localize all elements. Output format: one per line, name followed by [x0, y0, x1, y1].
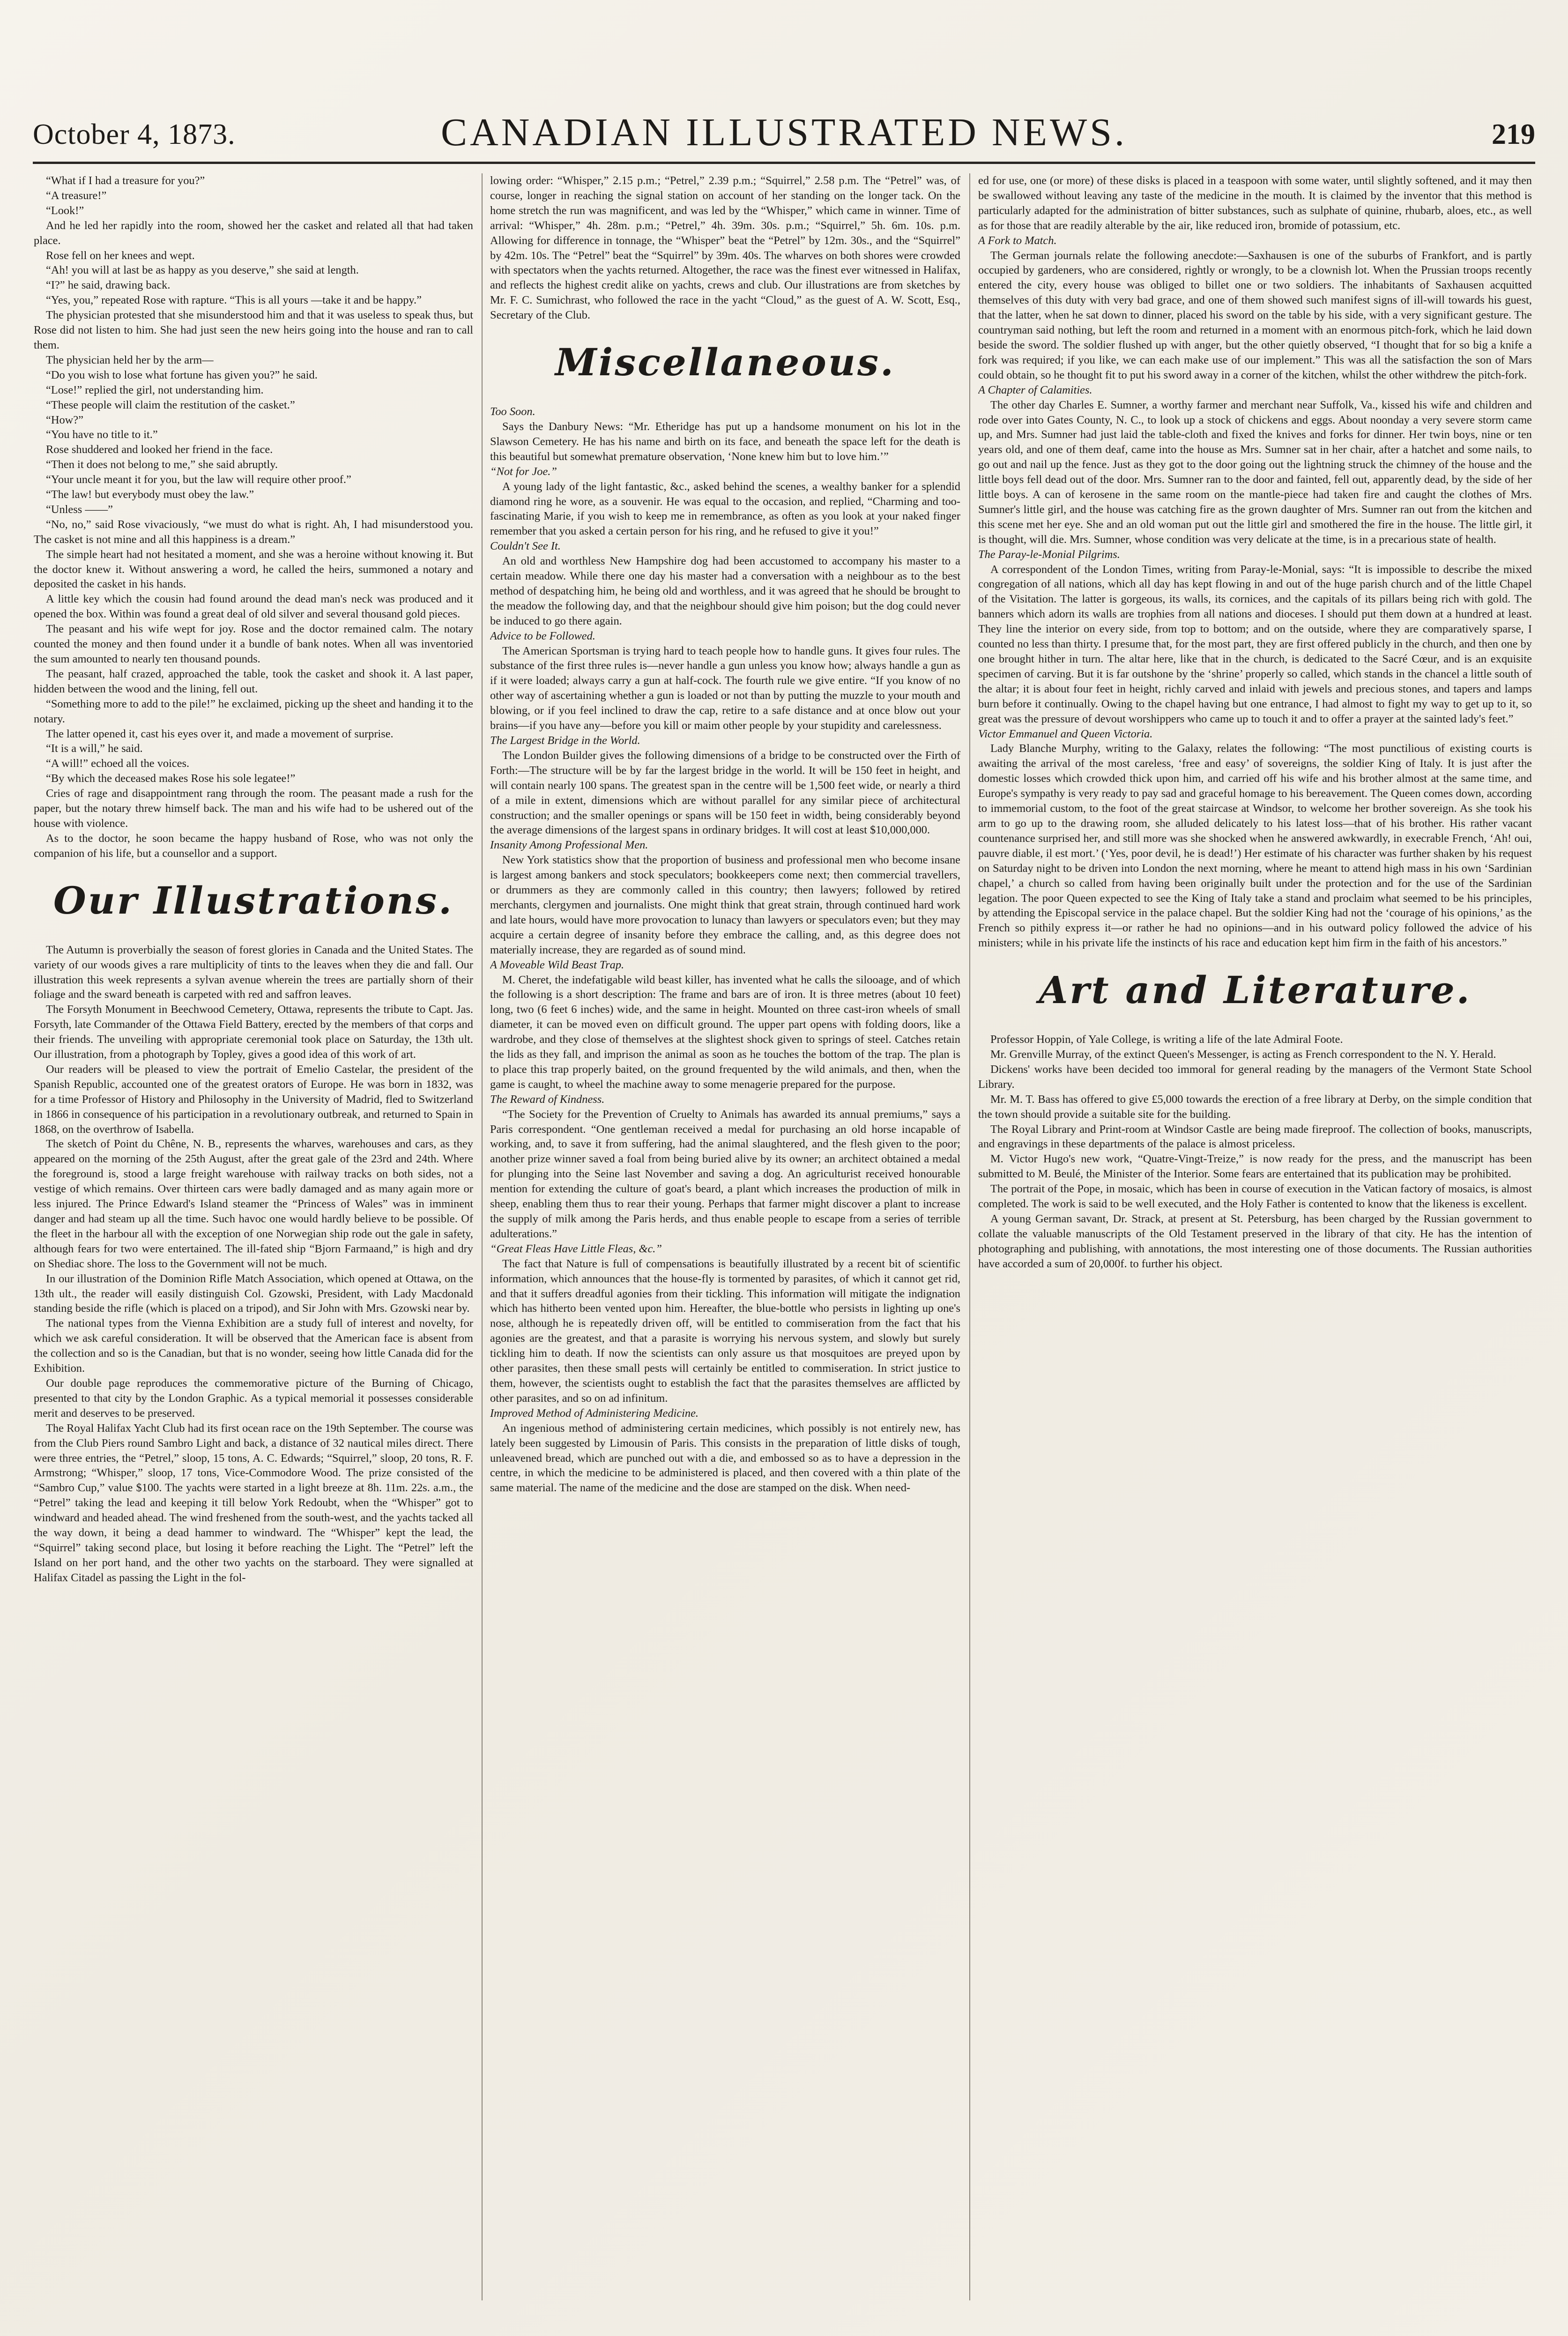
- story-paragraph: “Your uncle meant it for you, but the law will require other proof.”: [46, 473, 351, 486]
- story-paragraph: “Unless ——”: [46, 503, 113, 516]
- illustration-note: The national types from the Vienna Exhibition are a study full of interest and novelty, for which we ask careful consideration. It will be observed that the American face is absent from the collection and so is the Canadian, but that is no wonder, seeing how little Canada did for the Exhibition.: [34, 1317, 473, 1375]
- art-note: Mr. Grenville Murray, of the extinct Queen's Messenger, is acting as French correspondent to the N. Y. Herald.: [990, 1048, 1496, 1061]
- illustration-note: The sketch of Point du Chêne, N. B., represents the wharves, warehouses and cars, as they appeared on the morning of the 25th August, after the great gale of the 23rd and 24th. Where the foreground is, stood a large freight warehouse with railway tracks on both sides, not a vestige of which remains. Over thirteen cars were badly damaged and as many again more or less injured. The Prince Edward's Island steamer the “Princess of Wales” was in imminent danger and had steam up all the time. Such havoc one would hardly believe to be possible. Of the fleet in the harbour all with the exception of one Norwegian ship rode out the gale in safety, although fears for two were entertained. The ill-fated ship “Bjorn Farmaand,” is high and dry on Shediac shore. The loss to the Government will not be much.: [34, 1138, 473, 1270]
- story-paragraph: The physician held her by the arm—: [46, 353, 214, 366]
- story-paragraph: “No, no,” said Rose vivaciously, “we must do what is right. Ah, I had misunderstood you. The casket is not mine and all this happiness is a dream.”: [34, 518, 473, 546]
- column-1: [34, 173, 473, 2310]
- item-heading: The Largest Bridge in the World.: [490, 734, 640, 747]
- item-heading: Advice to be Followed.: [490, 629, 595, 642]
- item-body: Lady Blanche Murphy, writing to the Galaxy, relates the following: “The most punctilious of existing courts is awaiting the arrival of the most careless, ‘free and easy’ of sovereigns, the soldier King of Italy. It is just after the domestic losses which crowded thick upon him, and carried off his wife and his brother almost at the same time, and Europe's sympathy is very ready to pay sad and graceful homage to his bereavement. The Queen comes down, according to immemorial custom, to the foot of the great staircase at Windsor, to welcome her brother sovereign. As she took his arm to go up to the drawing room, she alluded delicately to his latest loss—that of his brother. His rather vacant countenance surprised her, and still more was she shocked when he answered awkwardly, in execrable French, ‘Ah! oui, pauvre diable, il est mort.’ (‘Yes, poor devil, he is dead!’) Her estimate of his character was further shaken by his request on Saturday night to be driven into London the next morning, where he meant to attend high mass in his own ‘Sardinian chapel,’ a church so called from having been originally built under the protection and for the use of the Sardinian legation. The poor Queen expected to see the King of Italy take a stand and proclaim what seemed to be his principles, by attending the Episcopal service in the palace chapel. But the soldier King had not the ‘courage of his opinions,’ as the French so pithily express it—or rather he had no opinions—and in his outward policy followed the advice of his ministers; while in his private life the instincts of his race and education kept him firm in the faith of his ancestors.”: [978, 742, 1532, 950]
- story-paragraph: “You have no title to it.”: [46, 428, 158, 441]
- item-heading: Too Soon.: [490, 405, 535, 418]
- art-note: M. Victor Hugo's new work, “Quatre-Vingt-Treize,” is now ready for the press, and the manuscript has been submitted to M. Beulé, the Minister of the Interior. Some fears are entertained that its publication may be prohibited.: [978, 1153, 1532, 1181]
- section-heading-miscellaneous: Miscellaneous.: [555, 340, 895, 385]
- art-note: A young German savant, Dr. Strack, at present at St. Petersburg, has been charged by the Russian government to collate the valuable manuscripts of the Old Testament preserved in the library of that city. He has the intention of photographing and publishing, with annotations, the most interesting one of those documents. The Russian authorities have accorded a sum of 20,000f. to further his object.: [978, 1213, 1532, 1270]
- item-body: The fact that Nature is full of compensations is beautifully illustrated by a recent bit of scientific information, which announces that the house-fly is tormented by parasites, of which it cannot get rid, and that it suffers dreadful agonies from their tickling. This information will mitigate the indignation which has hitherto been vented upon him. Hereafter, the blue-bottle who persists in lighting up one's nose, although he is repeatedly driven off, will be entitled to commiseration from the fact that his agonies are the greatest, and that a parasite is worrying his nervous system, and slowly but surely tickling him to death. If now the scientists can only assure us that mosquitoes are preyed upon by other parasites, then these small pests will certainly be entitled to commiseration. In strict justice to them, however, the scientists ought to establish the fact that the parasites themselves are afflicted by other parasites, and so on ad infinitum.: [490, 1257, 960, 1405]
- item-heading: “Great Fleas Have Little Fleas, &c.”: [490, 1242, 662, 1255]
- item-body: The American Sportsman is trying hard to teach people how to handle guns. It gives four rules. The substance of the first three rules is—never handle a gun unless you know how; always handle a gun as if it were loaded; always carry a gun at half-cock. The fourth rule we give entire. “If you know of no other way of ascertaining whether a gun is loaded or not than by putting the muzzle to your mouth and blowing, or if you feel inclined to draw the cap, retire to a safe distance and at once blow out your brains—if you have any—before you kill or maim other people by your stupidity and carelessness.: [490, 644, 960, 732]
- item-heading: A Chapter of Calamities.: [978, 383, 1092, 396]
- yacht-race-continued: lowing order: “Whisper,” 2.15 p.m.; “Petrel,” 2.39 p.m.; “Squirrel,” 2.58 p.m. The “Petrel” was, of course, longer in reaching the signal station on account of her standing on the longer tack. On the home stretch the run was magnificent, and was led by the “Whisper,” which came in winner. Time of arrival: “Whisper,” 4h. 28m. p.m.; “Petrel,” 4h. 39m. 30s. p.m.; “Squirrel,” 5h. 6m. 10s. p.m. Allowing for difference in tonnage, the “Whisper” beat the “Petrel” by 12m. 30s., and the “Squirrel” by 42m. 10s. The “Petrel” beat the “Squirrel” by 39m. 40s. The wharves on both shores were crowded with spectators when the yachts returned. Altogether, the race was the finest ever witnessed in Halifax, and reflects the highest credit alike on yachts, crews and club. Our illustrations are from sketches by Mr. F. C. Sumichrast, who followed the race in the yacht “Cloud,” as the guest of A. W. Scott, Esq., Secretary of the Club.: [490, 174, 960, 322]
- art-note: Dickens' works have been decided too immoral for general reading by the managers of the Vermont State School Library.: [978, 1063, 1532, 1091]
- item-body: An old and worthless New Hampshire dog had been accustomed to accompany his master to a certain meadow. While there one day his master had a conversation with a neighbour as to the best method of despatching him, he being old and worthless, and it was agreed that he should be brought to the meadow the following day, and that the neighbour should give him poison; but the dog could never be induced to go there again.: [490, 555, 960, 627]
- story-paragraph: “Yes, you,” repeated Rose with rapture. “This is all yours —take it and be happy.”: [46, 294, 422, 307]
- newspaper-title: CANADIAN ILLUSTRATED NEWS.: [441, 111, 1127, 154]
- art-note: Professor Hoppin, of Yale College, is writing a life of the late Admiral Foote.: [990, 1033, 1343, 1046]
- story-paragraph: “These people will claim the restitution of the casket.”: [46, 398, 295, 411]
- story-paragraph: “Do you wish to lose what fortune has given you?” he said.: [46, 368, 318, 381]
- story-paragraph: As to the doctor, he soon became the happy husband of Rose, who was not only the companion of his life, but a counsellor and a support.: [34, 832, 473, 860]
- illustration-note: In our illustration of the Dominion Rifle Match Association, which opened at Ottawa, on the 13th ult., the reader will easily distinguish Col. Gzowski, President, with Lady Macdonald standing beside the rifle (which is placed on a tripod), and Sir John with Mrs. Gzowski near by.: [34, 1272, 473, 1315]
- illustrations-notes: [34, 943, 473, 1585]
- story-paragraph: The peasant and his wife wept for joy. Rose and the doctor remained calm. The notary counted the money and then found under it a bundle of bank notes. When all was inventoried the sum amounted to nearly ten thousand pounds.: [34, 623, 473, 665]
- item-body: “The Society for the Prevention of Cruelty to Animals has awarded its annual premiums,” says a Paris correspondent. “One gentleman received a medal for purchasing an old horse incapable of working, and, to save it from suffering, had the animal slaughtered, and the flesh given to the poor; another prize winner saved a foal from being buried alive by its owner; an architect obtained a medal for plunging into the Seine last November and saving a dog. An agriculturist received honourable mention for extending the culture of goat's beard, a plant which increases the production of milk in sheep, enabling them thus to rear their young. Perhaps that farmer might discover a plant to increase the supply of milk among the Paris herds, and thus enable people to escape from a series of terrible adulterations.”: [490, 1108, 960, 1240]
- medicine-continued: ed for use, one (or more) of these disks is placed in a teaspoon with some water, until slightly softened, and it may then be swallowed without leaving any taste of the medicine in the mouth. It is claimed by the inventor that this method is particularly adapted for the administration of bitter substances, such as sulphate of quinine, rhubarb, aloes, etc., as well as for those that are readily alterable by the air, like reduced iron, bromide of potassium, etc.: [978, 174, 1532, 232]
- column-3: [978, 173, 1532, 2310]
- item-body: A young lady of the light fantastic, &c., asked behind the scenes, a wealthy banker for a splendid diamond ring he wore, as a souvenir. He was equal to the occasion, and replied, “Charming and too-fascinating Marie, if you wish to keep me in remembrance, as often as you look at your naked finger remember that you asked a certain person for his ring, and he refused to give it you!”: [490, 480, 960, 538]
- item-body: Says the Danbury News: “Mr. Etheridge has put up a handsome monument on his lot in the Slawson Cemetery. He has his name and birth on its face, and beneath the space left for the death is this beautiful but somewhat premature observation, ‘None knew him but to love him.’”: [490, 420, 960, 463]
- story-paragraph: “A treasure!”: [46, 189, 107, 202]
- page-number: 219: [1492, 119, 1535, 150]
- story-paragraph: The simple heart had not hesitated a moment, and she was a heroine without knowing it. But the doctor knew it. Without answering a word, he called the heirs, summoned a notary and deposited the casket in his hands.: [34, 548, 473, 591]
- item-heading: Insanity Among Professional Men.: [490, 839, 648, 852]
- story-paragraph: “By which the deceased makes Rose his sole legatee!”: [46, 772, 296, 785]
- section-heading-our-illustrations: Our Illustrations.: [53, 878, 453, 922]
- item-heading: The Paray-le-Monial Pilgrims.: [978, 548, 1120, 561]
- item-body: M. Cheret, the indefatigable wild beast killer, has invented what he calls the silooage, and of which the following is a short description: The frame and bars are of iron. It is three metres (about 10 feet) long, two (6 feet 6 inches) wide, and the same in height. Mounted on three cast-iron wheels of small diameter, it can be moved even on difficult ground. The upper part opens with folding doors, like a wardrobe, and they close of themselves at the slightest shock given to springs of steel. Catches retain the lids as they fall, and imprison the animal as soon as he touches the bottom of the trap. The plan is to place this trap properly baited, on the ground frequented by the wild animals, and then, when the game is caught, to wheel the machine away to some menagerie prepared for the purpose.: [490, 973, 960, 1091]
- story-paragraph: “The law! but everybody must obey the law.”: [46, 488, 254, 501]
- miscellany-items: [490, 404, 960, 1495]
- story-paragraph: “How?”: [46, 413, 83, 426]
- illustration-note: The Autumn is proverbially the season of forest glories in Canada and the United States. The variety of our woods gives a rare multiplicity of tints to the leaves when they die and fall. Our illustration this week represents a sylvan avenue wherein the trees are partially shorn of their foliage and the sward beneath is carpeted with red and saffron leaves.: [34, 943, 473, 1001]
- story-paragraph: “Something more to add to the pile!” he exclaimed, picking up the sheet and handing it to the notary.: [34, 697, 473, 725]
- art-literature-notes: [978, 1032, 1532, 1272]
- item-heading: The Reward of Kindness.: [490, 1093, 605, 1106]
- art-note: The Royal Library and Print-room at Windsor Castle are being made fireproof. The collection of books, manuscripts, and engravings in these departments of the palace is almost priceless.: [978, 1123, 1532, 1151]
- illustration-note: The Royal Halifax Yacht Club had its first ocean race on the 19th September. The course was from the Club Piers round Sambro Light and back, a distance of 32 nautical miles direct. There were three entries, the “Petrel,” sloop, 15 tons, A. C. Edwards; “Squirrel,” sloop, 20 tons, R. F. Armstrong; “Whisper,” sloop, 17 tons, Vice-Commodore Wood. The prize consisted of the “Sambro Cup,” value $100. The yachts were started in a light breeze at 8h. 11m. 22s. a.m., the “Petrel” taking the lead and keeping it till below York Redoubt, when the “Whisper” got to windward and headed ahead. The wind freshened from the south-west, and the yachts tacked all the way down, it being a dead hammer to windward. The “Whisper” kept the lead, the “Squirrel” taking second place, but losing it before reaching the Light. The “Petrel” left the Island on her port hand, and the other two yachts on the starboard. They were signalled at Halifax Citadel as passing the Light in the fol-: [34, 1421, 473, 1584]
- miscellany-items-continued: [978, 233, 1532, 951]
- story-paragraph: The peasant, half crazed, approached the table, took the casket and shook it. A last paper, hidden between the wood and the lining, fell out.: [34, 667, 473, 695]
- story-paragraph: Rose fell on her knees and wept.: [46, 249, 195, 262]
- story-conclusion: [34, 173, 473, 861]
- item-body: The German journals relate the following anecdote:—Saxhausen is one of the suburbs of Frankfort, and is partly occupied by gardeners, who are considered, rightly or wrongly, to be a clownish lot. When the Prussian troops recently entered the city, every house was obliged to billet one or two soldiers. The inhabitants of Saxhausen acquitted themselves of this duty with very bad grace, and one of them showed such manifest signs of ill-will towards his guest, that the latter, when he sat down to dinner, placed his sword on the table by his side, with a very significant gesture. The countryman said nothing, but left the room and returned in a moment with an enormous pitch-fork, which he laid down beside the sword. The soldier flushed up with anger, but the other quietly observed, “I thought that for so big a knife a fork was required; if you like, we can each make use of our implement.” This was all the satisfaction the son of Mars could obtain, so he thought fit to put his sword away in a corner of the kitchen, whilst the other withdrew the pitch-fork.: [978, 249, 1532, 381]
- item-body: An ingenious method of administering certain medicines, which possibly is not entirely new, has lately been suggested by Limousin of Paris. This consists in the preparation of little disks of tough, unleavened bread, which are punched out with a die, and embossed so as to have a depression in the centre, in which the medicine to be administered is placed, and then covered with a thin plate of the same material. The name of the medicine and the dose are stamped on the disk. When need-: [490, 1421, 960, 1495]
- story-paragraph: “Ah! you will at last be as happy as you deserve,” she said at length.: [46, 264, 359, 277]
- story-paragraph: “It is a will,” he said.: [46, 742, 143, 755]
- item-body: The other day Charles E. Sumner, a worthy farmer and merchant near Suffolk, Va., kissed his wife and children and rode over into Gates County, N. C., to look up a stock of chickens and eggs. About noonday a very severe storm came up, and Mrs. Sumner had just laid the table-cloth and fixed the knives and forks for dinner. Her twin boys, nine or ten years old, and one of them deaf, came into the house as Mrs. Sumner sat in her chair, after a hatchet and some nails, to go out and nail up the fence. Just as they got to the door going out the lightning struck the chimney of the house and the little boys fell dead out of the door. Mrs. Sumner ran to the door and fainted, fell out, apparently dead, by the side of her little boys. A can of kerosene in the same room on the mantle-piece had taken fire and caught the clothes of Mrs. Sumner's little girl, and the house was catching fire as the grown daughter of Mrs. Sumner ran out from the kitchen and this scene met her eye. She and an old woman put out the little girl and smothered the fire in the house. The little girl, it is thought, will die. Mrs. Sumner, whose condition was very delicate at the time, is in a precarious state of health.: [978, 398, 1532, 546]
- item-heading: Couldn't See It.: [490, 540, 561, 553]
- item-heading: Improved Method of Administering Medicine.: [490, 1406, 699, 1420]
- story-paragraph: Cries of rage and disappointment rang through the room. The peasant made a rush for the paper, but the notary threw himself back. The man and his wife had to be ushered out of the house with violence.: [34, 787, 473, 830]
- issue-date: October 4, 1873.: [33, 119, 236, 150]
- column-rule: [482, 173, 483, 2300]
- item-heading: “Not for Joe.”: [490, 465, 557, 478]
- story-paragraph: “Look!”: [46, 204, 84, 217]
- illustration-note: Our readers will be pleased to view the portrait of Emelio Castelar, the president of the Spanish Republic, accounted one of the greatest orators of Europe. He was born in 1832, was for a time Professor of History and Philosophy in the University of Madrid, fled to Switzerland in 1866 in consequence of his participation in a revolutionary outbreak, and returned to Spain in 1868, on the overthrow of Isabella.: [34, 1063, 473, 1136]
- story-paragraph: “What if I had a treasure for you?”: [46, 174, 205, 187]
- story-paragraph: The latter opened it, cast his eyes over it, and made a movement of surprise.: [46, 727, 394, 740]
- art-note: The portrait of the Pope, in mosaic, which has been in course of execution in the Vatican factory of mosaics, is almost completed. The work is said to be well executed, and the Holy Father is contented to know that the likeness is excellent.: [978, 1183, 1532, 1211]
- story-paragraph: “Then it does not belong to me,” she said abruptly.: [46, 458, 278, 471]
- item-body: New York statistics show that the proportion of business and professional men who become insane is largest among bankers and stock speculators; bookkeepers come next; then commercial travellers, or drummers as they are commonly called in this country; then lawyers; followed by retired merchants, clergymen and journalists. One might think that great strain, through continued hard work and late hours, would have more provocation to lunacy than lawyers or speculators even; but they may acquire a certain degree of insanity before they embrace the calling, and, as this degree does not materially increase, they are regarded as of sound mind.: [490, 854, 960, 956]
- story-paragraph: A little key which the cousin had found around the dead man's neck was produced and it opened the box. Within was found a great deal of old silver and several thousand gold pieces.: [34, 593, 473, 621]
- item-heading: Victor Emmanuel and Queen Victoria.: [978, 727, 1153, 740]
- section-heading-art-and-literature: Art and Literature.: [1039, 968, 1471, 1012]
- story-paragraph: Rose shuddered and looked her friend in the face.: [46, 443, 273, 456]
- story-paragraph: “Lose!” replied the girl, not understanding him.: [46, 383, 264, 396]
- story-paragraph: “I?” he said, drawing back.: [46, 279, 171, 292]
- masthead: [33, 91, 1535, 164]
- illustration-note: Our double page reproduces the commemorative picture of the Burning of Chicago, presented to that city by the London Graphic. As a typical memorial it possesses considerable merit and deserves to be preserved.: [34, 1376, 473, 1420]
- column-rule: [969, 173, 970, 2300]
- story-paragraph: And he led her rapidly into the room, showed her the casket and related all that had taken place.: [34, 219, 473, 247]
- item-body: A correspondent of the London Times, writing from Paray-le-Monial, says: “It is impossible to describe the mixed congregation of all nations, which all day has kept flowing in and out of the huge parish church and of the little Chapel of the Visitation. The latter is gorgeous, its walls, its cornices, and the capitals of its pillars being rich with gold. The banners which adorn its walls are trophies from all nations and dioceses. I should put them down at a hundred at least. They line the interior on every side, from top to bottom; and on the outside, where they are comparatively sparse, I counted no less than thirty. I presume that, for the most part, they are first offered publicly in the church, and then one by one brought hither in turn. The altar here, like that in the church, is dedicated to the Sacré Cœur, and is an exquisite specimen of carving. But it is far outshone by the ‘shrine’ properly so called, which stands in the chancel a little south of the altar; it is about four feet in height, richly carved and inlaid with jewels and precious stones, and tapers and lamps burn before it continually. Owing to the chapel having but one entrance, I had almost to fight my way to get up to it, so great was the pressure of devout worshippers who came up to touch it and to offer a prayer at the sainted lady's feet.”: [978, 563, 1532, 725]
- column-2: [490, 173, 960, 2310]
- art-note: Mr. M. T. Bass has offered to give £5,000 towards the erection of a free library at Derby, on the simple condition that the town should provide a suitable site for the building.: [978, 1093, 1532, 1121]
- item-body: The London Builder gives the following dimensions of a bridge to be constructed over the Firth of Forth:—The structure will be by far the largest bridge in the world. It will be 150 feet in height, and will contain nearly 100 spans. The greatest span in the centre will be 1,500 feet wide, or nearly a third of a mile in extent, dimensions which are without parallel for any similar piece of architectural construction; and the smaller openings or spans will be 150 feet in width, being considerably beyond the average dimensions of the largest spans in ordinary bridges. It will cost at least $10,000,000.: [490, 749, 960, 837]
- item-heading: A Fork to Match.: [978, 234, 1057, 247]
- story-paragraph: “A will!” echoed all the voices.: [46, 757, 190, 770]
- illustration-note: The Forsyth Monument in Beechwood Cemetery, Ottawa, represents the tribute to Capt. Jas. Forsyth, late Commander of the Ottawa Field Battery, erected by the members of that corps and their friends. The unveiling with appropriate ceremonial took place on Saturday, the 13th ult. Our illustration, from a photograph by Topley, gives a good idea of this work of art.: [34, 1003, 473, 1061]
- story-paragraph: The physician protested that she misunderstood him and that it was useless to speak thus, but Rose did not listen to him. She had just seen the new heirs going into the house and ran to call them.: [34, 309, 473, 351]
- item-heading: A Moveable Wild Beast Trap.: [490, 958, 624, 971]
